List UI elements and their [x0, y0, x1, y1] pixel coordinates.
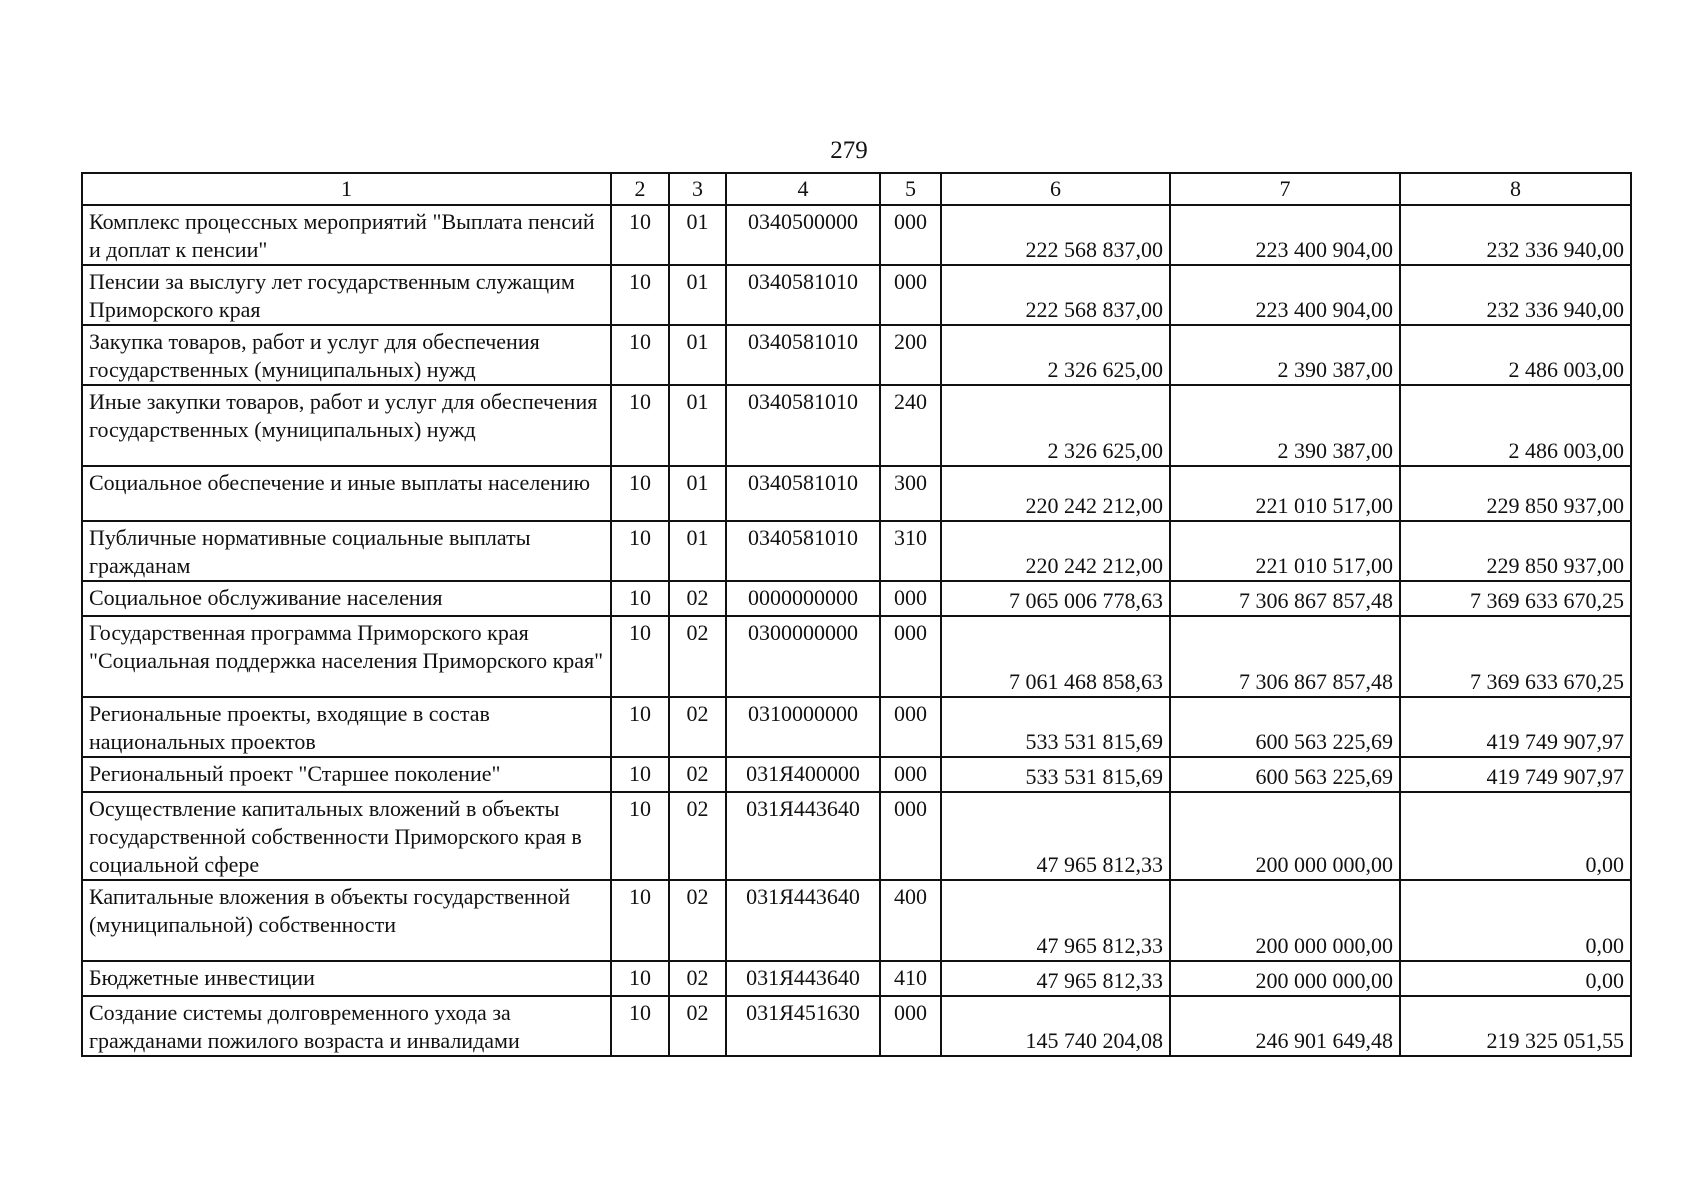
row-name-cell: Комплекс процессных мероприятий "Выплата пенсий и доплат к пенсии": [82, 205, 611, 265]
amount-col6-cell: 220 242 212,00: [941, 466, 1170, 521]
target-article-cell: 031Я443640: [726, 961, 880, 996]
row-name-cell: Капитальные вложения в объекты государственной (муниципальной) собственности: [82, 880, 611, 961]
target-article-cell: 031Я400000: [726, 757, 880, 792]
row-name-cell: Региональные проекты, входящие в состав национальных проектов: [82, 697, 611, 757]
table-row: [82, 616, 1631, 697]
subsection-code-cell: 02: [669, 961, 726, 996]
amount-col7-cell: 246 901 649,48: [1170, 996, 1400, 1056]
amount-col8-cell: 419 749 907,97: [1400, 697, 1631, 757]
amount-col6-cell: 220 242 212,00: [941, 521, 1170, 581]
expense-type-cell: 000: [880, 616, 941, 697]
row-name-cell: Пенсии за выслугу лет государственным служащим Приморского края: [82, 265, 611, 325]
expense-type-cell: 200: [880, 325, 941, 385]
section-code-cell: 10: [611, 961, 669, 996]
table-row: [82, 581, 1631, 616]
amount-col8-cell: 419 749 907,97: [1400, 757, 1631, 792]
expense-type-cell: 310: [880, 521, 941, 581]
expense-type-cell: 000: [880, 205, 941, 265]
target-article-cell: 0340500000: [726, 205, 880, 265]
section-code-cell: 10: [611, 581, 669, 616]
section-code-cell: 10: [611, 996, 669, 1056]
amount-col8-cell: 229 850 937,00: [1400, 521, 1631, 581]
table-row: [82, 880, 1631, 961]
section-code-cell: 10: [611, 521, 669, 581]
table-row: [82, 205, 1631, 265]
row-name-cell: Публичные нормативные социальные выплаты гражданам: [82, 521, 611, 581]
expense-type-cell: 000: [880, 265, 941, 325]
amount-col6-cell: 47 965 812,33: [941, 961, 1170, 996]
target-article-cell: 0340581010: [726, 521, 880, 581]
amount-col8-cell: 2 486 003,00: [1400, 325, 1631, 385]
header-cell: 8: [1400, 173, 1631, 205]
amount-col6-cell: 533 531 815,69: [941, 697, 1170, 757]
row-name-cell: Создание системы долговременного ухода за гражданами пожилого возраста и инвалидами: [82, 996, 611, 1056]
amount-col8-cell: 229 850 937,00: [1400, 466, 1631, 521]
amount-col6-cell: 533 531 815,69: [941, 757, 1170, 792]
amount-col8-cell: 232 336 940,00: [1400, 265, 1631, 325]
subsection-code-cell: 02: [669, 581, 726, 616]
amount-col8-cell: 7 369 633 670,25: [1400, 581, 1631, 616]
amount-col8-cell: 0,00: [1400, 880, 1631, 961]
amount-col8-cell: 0,00: [1400, 792, 1631, 880]
row-name-cell: Иные закупки товаров, работ и услуг для обеспечения государственных (муниципальных) нужд: [82, 385, 611, 466]
table-row: [82, 757, 1631, 792]
page-number: 279: [830, 137, 868, 164]
expense-type-cell: 000: [880, 581, 941, 616]
row-name-cell: Социальное обеспечение и иные выплаты населению: [82, 466, 611, 521]
row-name-cell: Закупка товаров, работ и услуг для обеспечения государственных (муниципальных) нужд: [82, 325, 611, 385]
amount-col7-cell: 7 306 867 857,48: [1170, 616, 1400, 697]
amount-col7-cell: 600 563 225,69: [1170, 757, 1400, 792]
target-article-cell: 0310000000: [726, 697, 880, 757]
target-article-cell: 0340581010: [726, 385, 880, 466]
amount-col7-cell: 200 000 000,00: [1170, 961, 1400, 996]
section-code-cell: 10: [611, 792, 669, 880]
section-code-cell: 10: [611, 385, 669, 466]
amount-col7-cell: 2 390 387,00: [1170, 385, 1400, 466]
subsection-code-cell: 02: [669, 880, 726, 961]
subsection-code-cell: 02: [669, 757, 726, 792]
subsection-code-cell: 02: [669, 697, 726, 757]
expense-type-cell: 000: [880, 792, 941, 880]
row-name-cell: Государственная программа Приморского края "Социальная поддержка населения Приморского края": [82, 616, 611, 697]
amount-col6-cell: 222 568 837,00: [941, 265, 1170, 325]
expense-type-cell: 400: [880, 880, 941, 961]
header-cell: 5: [880, 173, 941, 205]
amount-col8-cell: 219 325 051,55: [1400, 996, 1631, 1056]
header-cell: 1: [82, 173, 611, 205]
expense-type-cell: 240: [880, 385, 941, 466]
amount-col7-cell: 221 010 517,00: [1170, 521, 1400, 581]
table-row: [82, 466, 1631, 521]
table-row: [82, 521, 1631, 581]
expense-type-cell: 410: [880, 961, 941, 996]
subsection-code-cell: 01: [669, 325, 726, 385]
table-row: [82, 996, 1631, 1056]
subsection-code-cell: 02: [669, 616, 726, 697]
table-row: [82, 265, 1631, 325]
amount-col7-cell: 200 000 000,00: [1170, 792, 1400, 880]
target-article-cell: 0340581010: [726, 265, 880, 325]
subsection-code-cell: 02: [669, 996, 726, 1056]
target-article-cell: 0340581010: [726, 466, 880, 521]
subsection-code-cell: 01: [669, 205, 726, 265]
amount-col7-cell: 223 400 904,00: [1170, 265, 1400, 325]
amount-col8-cell: 7 369 633 670,25: [1400, 616, 1631, 697]
subsection-code-cell: 01: [669, 265, 726, 325]
row-name-cell: Бюджетные инвестиции: [82, 961, 611, 996]
subsection-code-cell: 01: [669, 521, 726, 581]
table-row: [82, 961, 1631, 996]
table-row: [82, 792, 1631, 880]
header-cell: 7: [1170, 173, 1400, 205]
amount-col6-cell: 7 065 006 778,63: [941, 581, 1170, 616]
header-cell: 6: [941, 173, 1170, 205]
header-cell: 3: [669, 173, 726, 205]
subsection-code-cell: 01: [669, 385, 726, 466]
table-row: [82, 697, 1631, 757]
row-name-cell: Региональный проект "Старшее поколение": [82, 757, 611, 792]
amount-col7-cell: 2 390 387,00: [1170, 325, 1400, 385]
expense-type-cell: 300: [880, 466, 941, 521]
amount-col7-cell: 200 000 000,00: [1170, 880, 1400, 961]
amount-col8-cell: 232 336 940,00: [1400, 205, 1631, 265]
header-cell: 2: [611, 173, 669, 205]
target-article-cell: 0000000000: [726, 581, 880, 616]
section-code-cell: 10: [611, 616, 669, 697]
amount-col6-cell: 2 326 625,00: [941, 325, 1170, 385]
subsection-code-cell: 01: [669, 466, 726, 521]
amount-col7-cell: 221 010 517,00: [1170, 466, 1400, 521]
section-code-cell: 10: [611, 880, 669, 961]
header-cell: 4: [726, 173, 880, 205]
section-code-cell: 10: [611, 325, 669, 385]
amount-col6-cell: 7 061 468 858,63: [941, 616, 1170, 697]
table-row: [82, 325, 1631, 385]
header-row: [82, 173, 1631, 205]
expense-type-cell: 000: [880, 996, 941, 1056]
expense-type-cell: 000: [880, 697, 941, 757]
amount-col6-cell: 47 965 812,33: [941, 880, 1170, 961]
subsection-code-cell: 02: [669, 792, 726, 880]
target-article-cell: 0340581010: [726, 325, 880, 385]
amount-col6-cell: 222 568 837,00: [941, 205, 1170, 265]
row-name-cell: Осуществление капитальных вложений в объекты государственной собственности Приморского края в социальной сфере: [82, 792, 611, 880]
section-code-cell: 10: [611, 697, 669, 757]
expense-type-cell: 000: [880, 757, 941, 792]
amount-col7-cell: 7 306 867 857,48: [1170, 581, 1400, 616]
target-article-cell: 031Я443640: [726, 792, 880, 880]
amount-col6-cell: 47 965 812,33: [941, 792, 1170, 880]
row-name-cell: Социальное обслуживание населения: [82, 581, 611, 616]
amount-col8-cell: 0,00: [1400, 961, 1631, 996]
table-row: [82, 385, 1631, 466]
section-code-cell: 10: [611, 205, 669, 265]
section-code-cell: 10: [611, 757, 669, 792]
amount-col6-cell: 145 740 204,08: [941, 996, 1170, 1056]
section-code-cell: 10: [611, 466, 669, 521]
target-article-cell: 031Я443640: [726, 880, 880, 961]
amount-col7-cell: 223 400 904,00: [1170, 205, 1400, 265]
target-article-cell: 0300000000: [726, 616, 880, 697]
amount-col8-cell: 2 486 003,00: [1400, 385, 1631, 466]
amount-col7-cell: 600 563 225,69: [1170, 697, 1400, 757]
amount-col6-cell: 2 326 625,00: [941, 385, 1170, 466]
budget-table: [81, 172, 1632, 1057]
section-code-cell: 10: [611, 265, 669, 325]
target-article-cell: 031Я451630: [726, 996, 880, 1056]
